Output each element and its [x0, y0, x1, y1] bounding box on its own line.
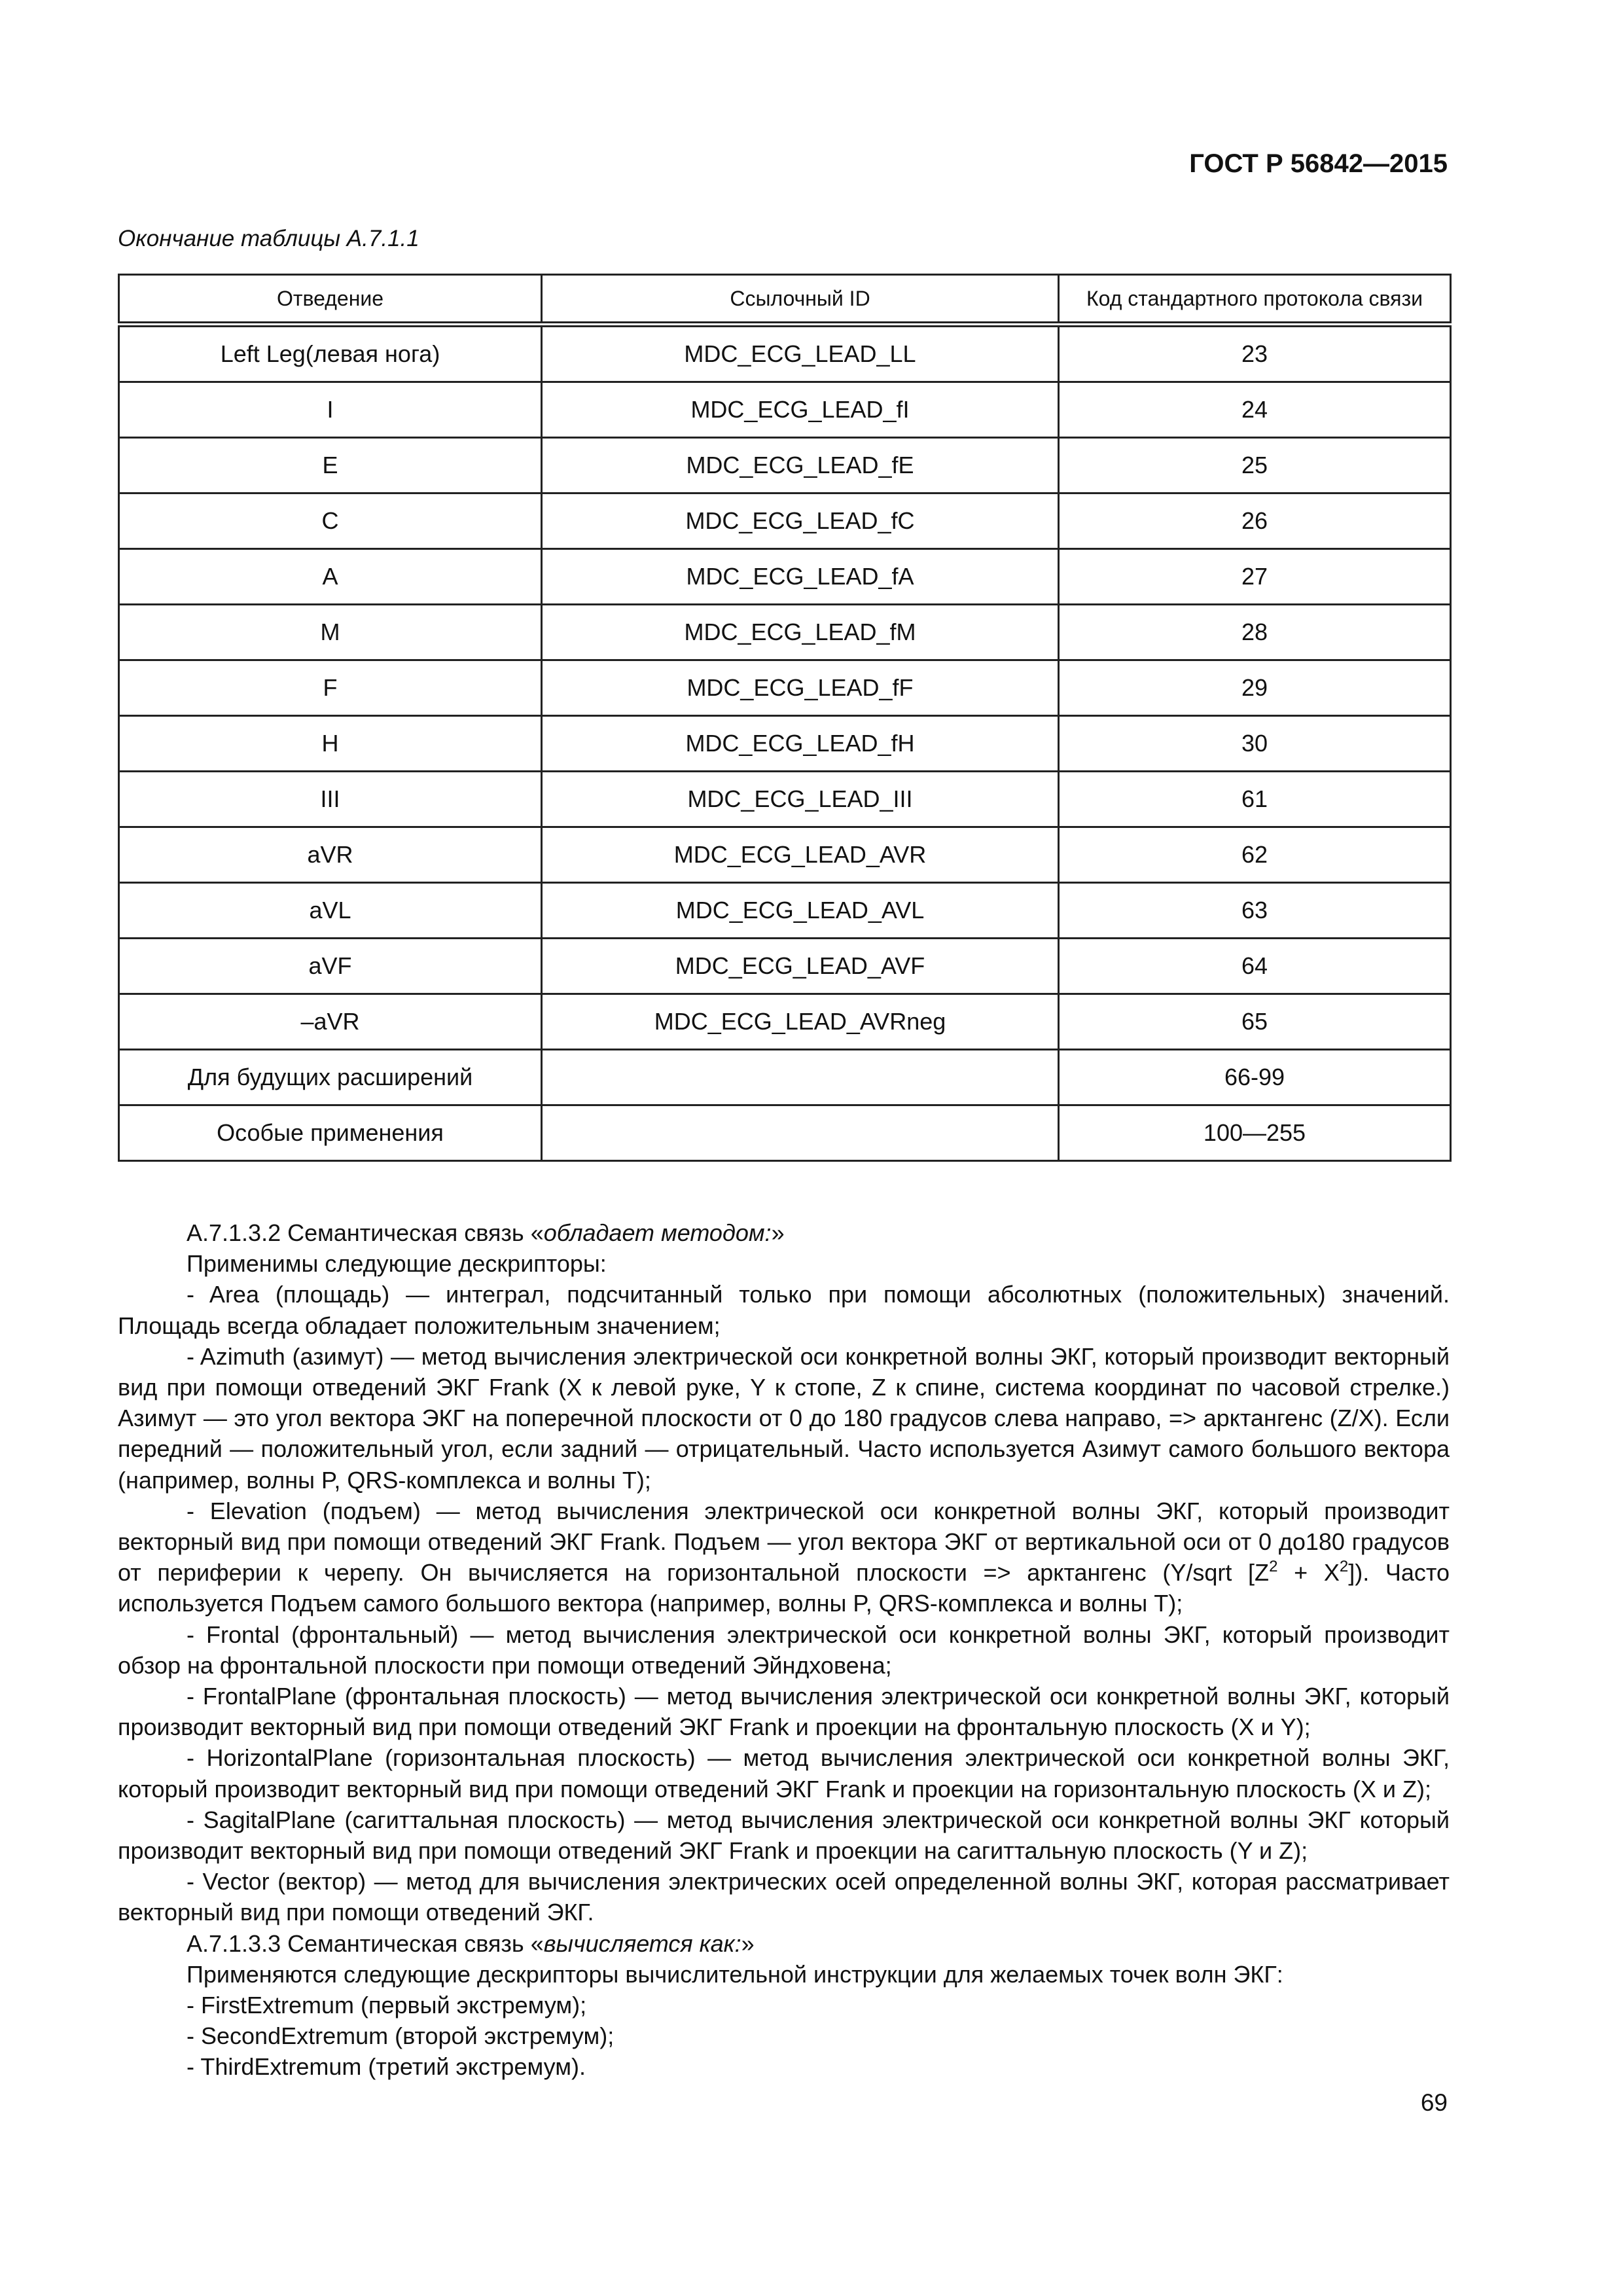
cell-protocol-code: 62	[1059, 827, 1451, 883]
cell-reference-id: MDC_ECG_LEAD_fM	[542, 605, 1059, 660]
cell-lead: I	[119, 382, 542, 438]
table-row	[119, 939, 1451, 994]
cell-protocol-code: 28	[1059, 605, 1451, 660]
cell-lead: Left Leg(левая нога)	[119, 325, 542, 382]
paragraph-frontal-plane: - FrontalPlane (фронтальная плоскость) — метод вычисления электрической оси конкретной волны ЭКГ, который производит векторный вид при помощи отведений ЭКГ Frank и проекции на фронтальную плоскость (X и Y);	[118, 1683, 1450, 1741]
section-heading-computed-as: А.7.1.3.3 Семантическая связь «вычисляется как:»	[187, 1929, 755, 1957]
cell-lead: A	[119, 549, 542, 605]
cell-protocol-code: 29	[1059, 660, 1451, 716]
cell-reference-id: MDC_ECG_LEAD_fI	[542, 382, 1059, 438]
paragraph-sagital-plane: - SagitalPlane (сагиттальная плоскость) — метод вычисления электрической оси конкретной волны ЭКГ который производит векторный вид при помощи отведений ЭКГ Frank и проекции на сагиттальную плоскость (Y и Z);	[118, 1806, 1450, 1865]
cell-lead: Для будущих расширений	[119, 1050, 542, 1105]
paragraph-area: - Area (площадь) — интеграл, подсчитанный только при помощи абсолютных (положительных) значений. Площадь всегда обладает положительным значением;	[118, 1281, 1450, 1339]
cell-protocol-code: 65	[1059, 994, 1451, 1050]
cell-lead: M	[119, 605, 542, 660]
table-row	[119, 716, 1451, 772]
cell-protocol-code: 27	[1059, 549, 1451, 605]
cell-lead: E	[119, 438, 542, 493]
paragraph-frontal: - Frontal (фронтальный) — метод вычисления электрической оси конкретной волны ЭКГ, который производит обзор на фронтальной плоскости при помощи отведений Эйндховена;	[118, 1621, 1450, 1679]
cell-protocol-code: 100—255	[1059, 1105, 1451, 1161]
list-item-third-extremum: - ThirdExtremum (третий экстремум).	[187, 2053, 586, 2081]
section-heading-has-method: А.7.1.3.2 Семантическая связь «обладает методом:»	[187, 1219, 785, 1246]
cell-reference-id: MDC_ECG_LEAD_AVF	[542, 939, 1059, 994]
paragraph-horizontal-plane: - HorizontalPlane (горизонтальная плоскость) — метод вычисления электрической оси конкретной волны ЭКГ, который производит векторный вид при помощи отведений ЭКГ Frank и проекции на горизонтальную плоскость (X и Z);	[118, 1744, 1450, 1803]
column-header-reference-id: Ссылочный ID	[542, 275, 1059, 325]
leads-table	[118, 274, 1452, 1162]
table-row	[119, 660, 1451, 716]
cell-protocol-code: 30	[1059, 716, 1451, 772]
cell-protocol-code: 26	[1059, 493, 1451, 549]
cell-reference-id: MDC_ECG_LEAD_AVL	[542, 883, 1059, 939]
paragraph-elevation: - Elevation (подъем) — метод вычисления электрической оси конкретной волны ЭКГ, который производит векторный вид при помощи отведений ЭКГ Frank. Подъем — угол вектора ЭКГ от вертикальной оси от 0 до180 градусов от периферии к черепу. Он вычисляется на горизонтальной плоскости => арктангенс (Y/sqrt $[Z^2 + X^2]$). Часто используется Подъем самого большого вектора (например, волны P, QRS-комплекса и волны T);	[118, 1497, 1450, 1617]
cell-protocol-code: 24	[1059, 382, 1451, 438]
paragraph-instruction-intro: Применяются следующие дескрипторы вычислительной инструкции для желаемых точек волн ЭКГ:	[187, 1960, 1283, 1988]
table-caption: Окончание таблицы А.7.1.1	[118, 226, 419, 251]
table-row	[119, 605, 1451, 660]
cell-lead: aVL	[119, 883, 542, 939]
cell-reference-id: MDC_ECG_LEAD_AVRneg	[542, 994, 1059, 1050]
table-row	[119, 1050, 1451, 1105]
standard-code-header: ГОСТ Р 56842—2015	[1189, 149, 1448, 178]
table-row	[119, 382, 1451, 438]
cell-lead: –aVR	[119, 994, 542, 1050]
cell-lead: H	[119, 716, 542, 772]
cell-reference-id: MDC_ECG_LEAD_AVR	[542, 827, 1059, 883]
table-row	[119, 883, 1451, 939]
table-row	[119, 994, 1451, 1050]
cell-lead: Особые применения	[119, 1105, 542, 1161]
cell-protocol-code: 66-99	[1059, 1050, 1451, 1105]
cell-lead: C	[119, 493, 542, 549]
paragraph-descriptors-intro: Применимы следующие дескрипторы:	[187, 1250, 607, 1278]
cell-protocol-code: 25	[1059, 438, 1451, 493]
table-row	[119, 772, 1451, 827]
cell-reference-id: MDC_ECG_LEAD_fC	[542, 493, 1059, 549]
table-row	[119, 549, 1451, 605]
column-header-lead: Отведение	[119, 275, 542, 325]
column-header-protocol-code: Код стандартного протокола связи	[1059, 275, 1451, 325]
table-row	[119, 325, 1451, 382]
cell-reference-id	[542, 1105, 1059, 1161]
table-row	[119, 493, 1451, 549]
page-number: 69	[1420, 2089, 1448, 2116]
cell-reference-id: MDC_ECG_LEAD_fF	[542, 660, 1059, 716]
list-item-first-extremum: - FirstExtremum (первый экстремум);	[187, 1992, 587, 2019]
cell-reference-id: MDC_ECG_LEAD_fE	[542, 438, 1059, 493]
list-item-second-extremum: - SecondExtremum (второй экстремум);	[187, 2022, 615, 2050]
cell-lead: III	[119, 772, 542, 827]
cell-protocol-code: 61	[1059, 772, 1451, 827]
paragraph-vector: - Vector (вектор) — метод для вычисления электрических осей определенной волны ЭКГ, которая рассматривает векторный вид при помощи отведений ЭКГ.	[118, 1868, 1450, 1926]
cell-reference-id	[542, 1050, 1059, 1105]
table-header-row	[119, 275, 1451, 325]
body-text	[118, 1217, 1450, 2083]
cell-reference-id: MDC_ECG_LEAD_fH	[542, 716, 1059, 772]
table-row	[119, 438, 1451, 493]
cell-reference-id: MDC_ECG_LEAD_LL	[542, 325, 1059, 382]
cell-reference-id: MDC_ECG_LEAD_fA	[542, 549, 1059, 605]
cell-lead: aVF	[119, 939, 542, 994]
table-row	[119, 1105, 1451, 1161]
cell-protocol-code: 23	[1059, 325, 1451, 382]
paragraph-azimuth: - Azimuth (азимут) — метод вычисления электрической оси конкретной волны ЭКГ, который производит векторный вид при помощи отведений ЭКГ Frank (X к левой руке, Y к стопе, Z к спине, система координат по часовой стрелке.) Азимут — это угол вектора ЭКГ на поперечной плоскости от 0 до 180 градусов слева направо, => арктангенс (Z/X). Если передний — положительный угол, если задний — отрицательный. Часто используется Азимут самого большого вектора (например, волны P, QRS-комплекса и волны T);	[118, 1342, 1450, 1494]
cell-reference-id: MDC_ECG_LEAD_III	[542, 772, 1059, 827]
cell-lead: F	[119, 660, 542, 716]
cell-lead: aVR	[119, 827, 542, 883]
cell-protocol-code: 64	[1059, 939, 1451, 994]
table-row	[119, 827, 1451, 883]
cell-protocol-code: 63	[1059, 883, 1451, 939]
